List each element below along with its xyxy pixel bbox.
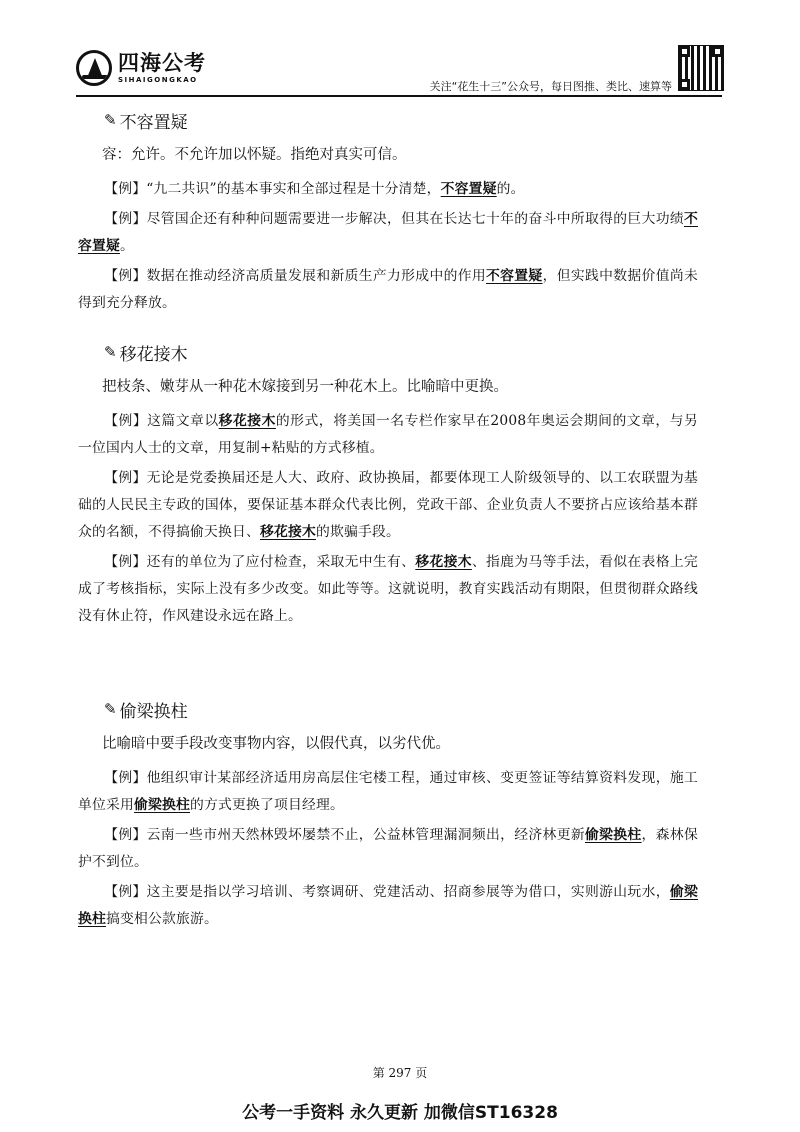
entry-definition: 容：允许。不允许加以怀疑。指绝对真实可信。	[102, 147, 407, 163]
logo-subtitle: SIHAIGONGKAO	[118, 75, 198, 84]
entry-title: ✎ 偷梁换柱	[104, 700, 188, 722]
example-sentence: 【例】这篇文章以移花接木的形式，将美国一名专栏作家早在2008年奥运会期间的文章，与另一位国内人士的文章，用复制+粘贴的方式移植。	[78, 413, 698, 456]
page-number: 第 297 页	[372, 1066, 428, 1080]
example-sentence: 【例】数据在推动经济高质量发展和新质生产力形成中的作用不容置疑，但实践中数据价值尚未得到充分释放。	[78, 268, 698, 311]
example-sentence: 【例】“九二共识”的基本事实和全部过程是十分清楚，不容置疑的。	[104, 181, 525, 197]
example-sentence: 【例】这主要是指以学习培训、考察调研、党建活动、招商参展等为借口，实则游山玩水，偷梁换柱搞变相公款旅游。	[78, 884, 698, 927]
entry-section	[78, 697, 724, 936]
sailboat-logo-icon	[76, 50, 112, 86]
entry-title: ✎ 不容置疑	[104, 111, 188, 133]
entry-definition: 把枝条、嫩芽从一种花木嫁接到另一种花木上。比喻暗中更换。	[102, 379, 508, 395]
logo-name: 四海公考	[118, 50, 206, 75]
entry-section	[78, 108, 724, 320]
example-sentence: 【例】还有的单位为了应付检查，采取无中生有、移花接木、指鹿为马等手法，看似在表格上完成了考核指标，实际上没有多少改变。如此等等。这就说明，教育实践活动有期限，但贯彻群众路线没有休止符，作风建设永远在路上。	[78, 554, 698, 624]
pencil-icon: ✎	[104, 343, 117, 361]
entry-title: ✎ 移花接木	[104, 343, 188, 365]
entry-definition: 比喻暗中要手段改变事物内容，以假代真，以劣代优。	[102, 736, 450, 752]
brand-logo	[76, 50, 206, 86]
header-divider	[76, 95, 722, 97]
header-note: 关注“花生十三”公众号，每日图推、类比、速算等	[429, 80, 672, 93]
page-header	[0, 0, 800, 100]
example-sentence: 【例】云南一些市州天然林毁坏屡禁不止，公益林管理漏洞频出，经济林更新偷梁换柱，森林保护不到位。	[78, 827, 698, 870]
example-sentence: 【例】他组织审计某部经济适用房高层住宅楼工程，通过审核、变更签证等结算资料发现，施工单位采用偷梁换柱的方式更换了项目经理。	[78, 770, 698, 813]
pencil-icon: ✎	[104, 700, 117, 718]
footer-banner: 公考一手资料 永久更新 加微信ST16328	[242, 1103, 558, 1123]
example-sentence: 【例】无论是党委换届还是人大、政府、政协换届，都要体现工人阶级领导的、以工农联盟为基础的人民民主专政的国体，要保证基本群众代表比例，党政干部、企业负责人不要挤占应该给基本群众的名额，不得搞偷天换日、移花接木的欺骗手段。	[78, 470, 698, 540]
entry-section	[78, 340, 724, 633]
example-sentence: 【例】尽管国企还有种种问题需要进一步解决，但其在长达七十年的奋斗中所取得的巨大功绩不容置疑。	[78, 211, 698, 254]
qr-code-icon	[678, 45, 724, 91]
pencil-icon: ✎	[104, 111, 117, 129]
